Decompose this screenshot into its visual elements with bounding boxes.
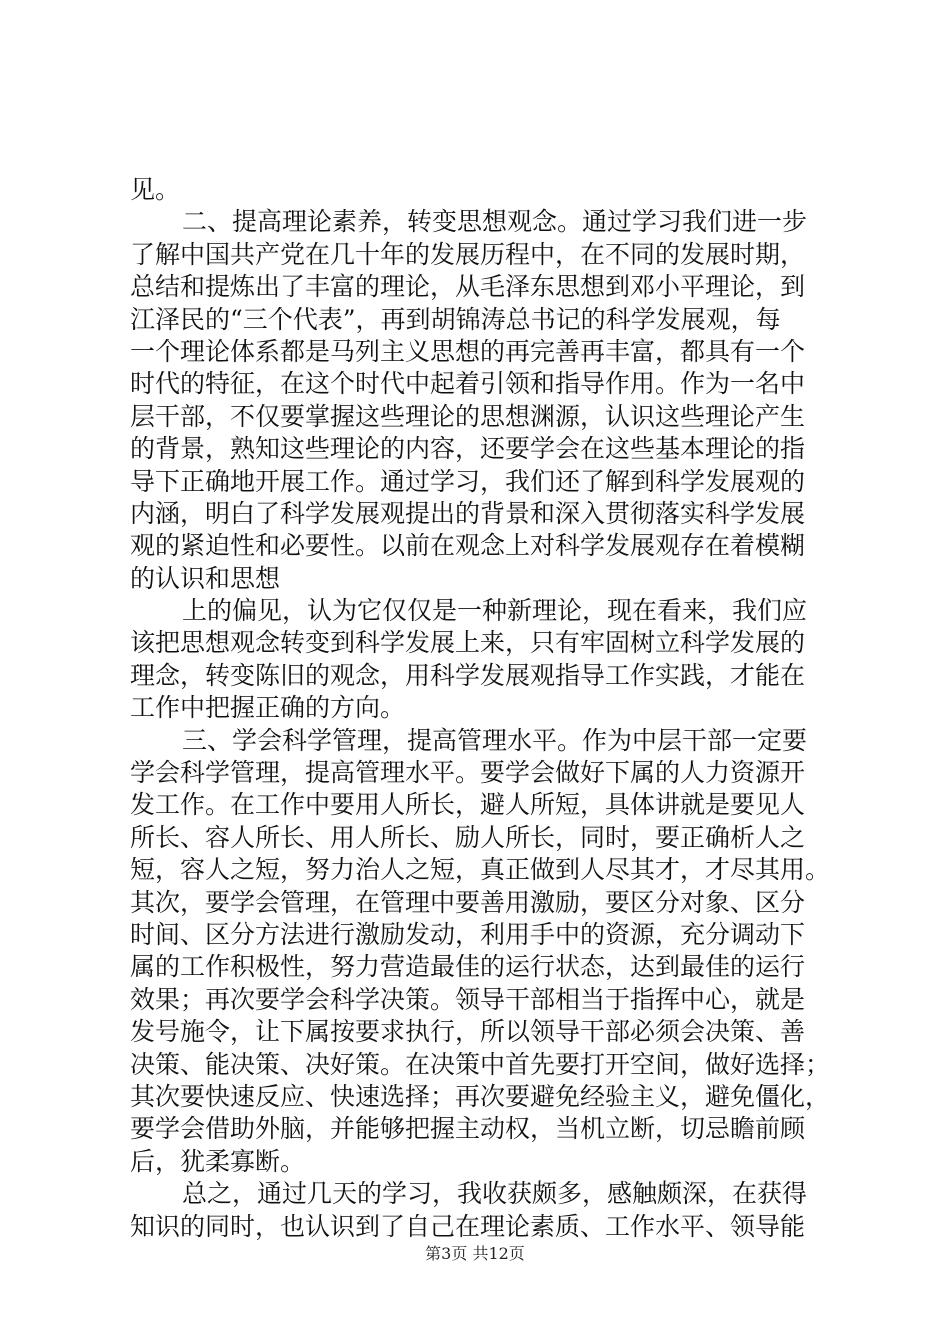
- text-line: 学会科学管理，提高管理水平。要学会做好下属的人力资源开: [130, 758, 806, 788]
- text-line: 发号施令，让下属按要求执行，所以领导干部必须会决策、善: [130, 1017, 806, 1047]
- text-line: 其次，要学会管理，在管理中要善用激励，要区分对象、区分: [130, 887, 806, 917]
- text-line: 短，容人之短，努力治人之短，真正做到人尽其才，才尽其用。: [130, 855, 831, 885]
- text-line: 属的工作积极性，努力营造最佳的运行状态，达到最佳的运行: [130, 952, 806, 982]
- text-line: 观的紧迫性和必要性。以前在观念上对科学发展观存在着模糊: [130, 531, 806, 561]
- text-line: 层干部，不仅要掌握这些理论的思想渊源，认识这些理论产生: [130, 401, 806, 431]
- page-footer: 第3页 共12页: [425, 1244, 525, 1263]
- text-line: 江泽民的“三个代表”，再到胡锦涛总书记的科学发展观，每: [130, 304, 781, 334]
- text-line: 发工作。在工作中要用人所长，避人所短，具体讲就是要见人: [130, 790, 806, 820]
- text-line: 时间、区分方法进行激励发动，利用手中的资源，充分调动下: [130, 919, 806, 949]
- text-line: 的认识和思想: [130, 563, 281, 593]
- text-line: 内涵，明白了科学发展观提出的背景和深入贯彻落实科学发展: [130, 498, 806, 528]
- text-line: 一个理论体系都是马列主义思想的再完善再丰富，都具有一个: [130, 336, 806, 366]
- text-line: 该把思想观念转变到科学发展上来，只有牢固树立科学发展的: [130, 628, 806, 658]
- text-line: 工作中把握正确的方向。: [130, 693, 406, 723]
- text-line: 决策、能决策、决好策。在决策中首先要打开空间，做好选择；: [130, 1049, 831, 1079]
- text-line: 上的偏见，认为它仅仅是一种新理论，现在看来，我们应: [182, 596, 808, 626]
- text-line: 效果；再次要学会科学决策。领导干部相当于指挥中心，就是: [130, 984, 806, 1014]
- text-line: 要学会借助外脑，并能够把握主动权，当机立断，切忌瞻前顾: [130, 1114, 806, 1144]
- text-line: 导下正确地开展工作。通过学习，我们还了解到科学发展观的: [130, 466, 806, 496]
- text-line: 知识的同时，也认识到了自己在理论素质、工作水平、领导能: [130, 1211, 806, 1241]
- text-line: 总结和提炼出了丰富的理论，从毛泽东思想到邓小平理论，到: [130, 272, 806, 302]
- text-line: 其次要快速反应、快速选择；再次要避免经验主义，避免僵化，: [130, 1081, 831, 1111]
- text-line: 所长、容人所长、用人所长、励人所长，同时，要正确析人之: [130, 822, 806, 852]
- text-line: 了解中国共产党在几十年的发展历程中，在不同的发展时期，: [130, 239, 806, 269]
- text-line: 见。: [130, 175, 181, 204]
- text-line: 总之，通过几天的学习，我收获颇多，感触颇深，在获得: [182, 1179, 808, 1209]
- text-line: 三、学会科学管理，提高管理水平。作为中层干部一定要: [182, 725, 808, 755]
- text-line: 后，犹柔寡断。: [130, 1146, 306, 1176]
- text-line: 时代的特征，在这个时代中起着引领和指导作用。作为一名中: [130, 369, 806, 399]
- text-line: 的背景，熟知这些理论的内容，还要学会在这些基本理论的指: [130, 434, 806, 464]
- text-line: 二、提高理论素养，转变思想观念。通过学习我们进一步: [182, 207, 808, 237]
- document-body: [130, 174, 840, 1243]
- text-line: 理念，转变陈旧的观念，用科学发展观指导工作实践，才能在: [130, 660, 806, 690]
